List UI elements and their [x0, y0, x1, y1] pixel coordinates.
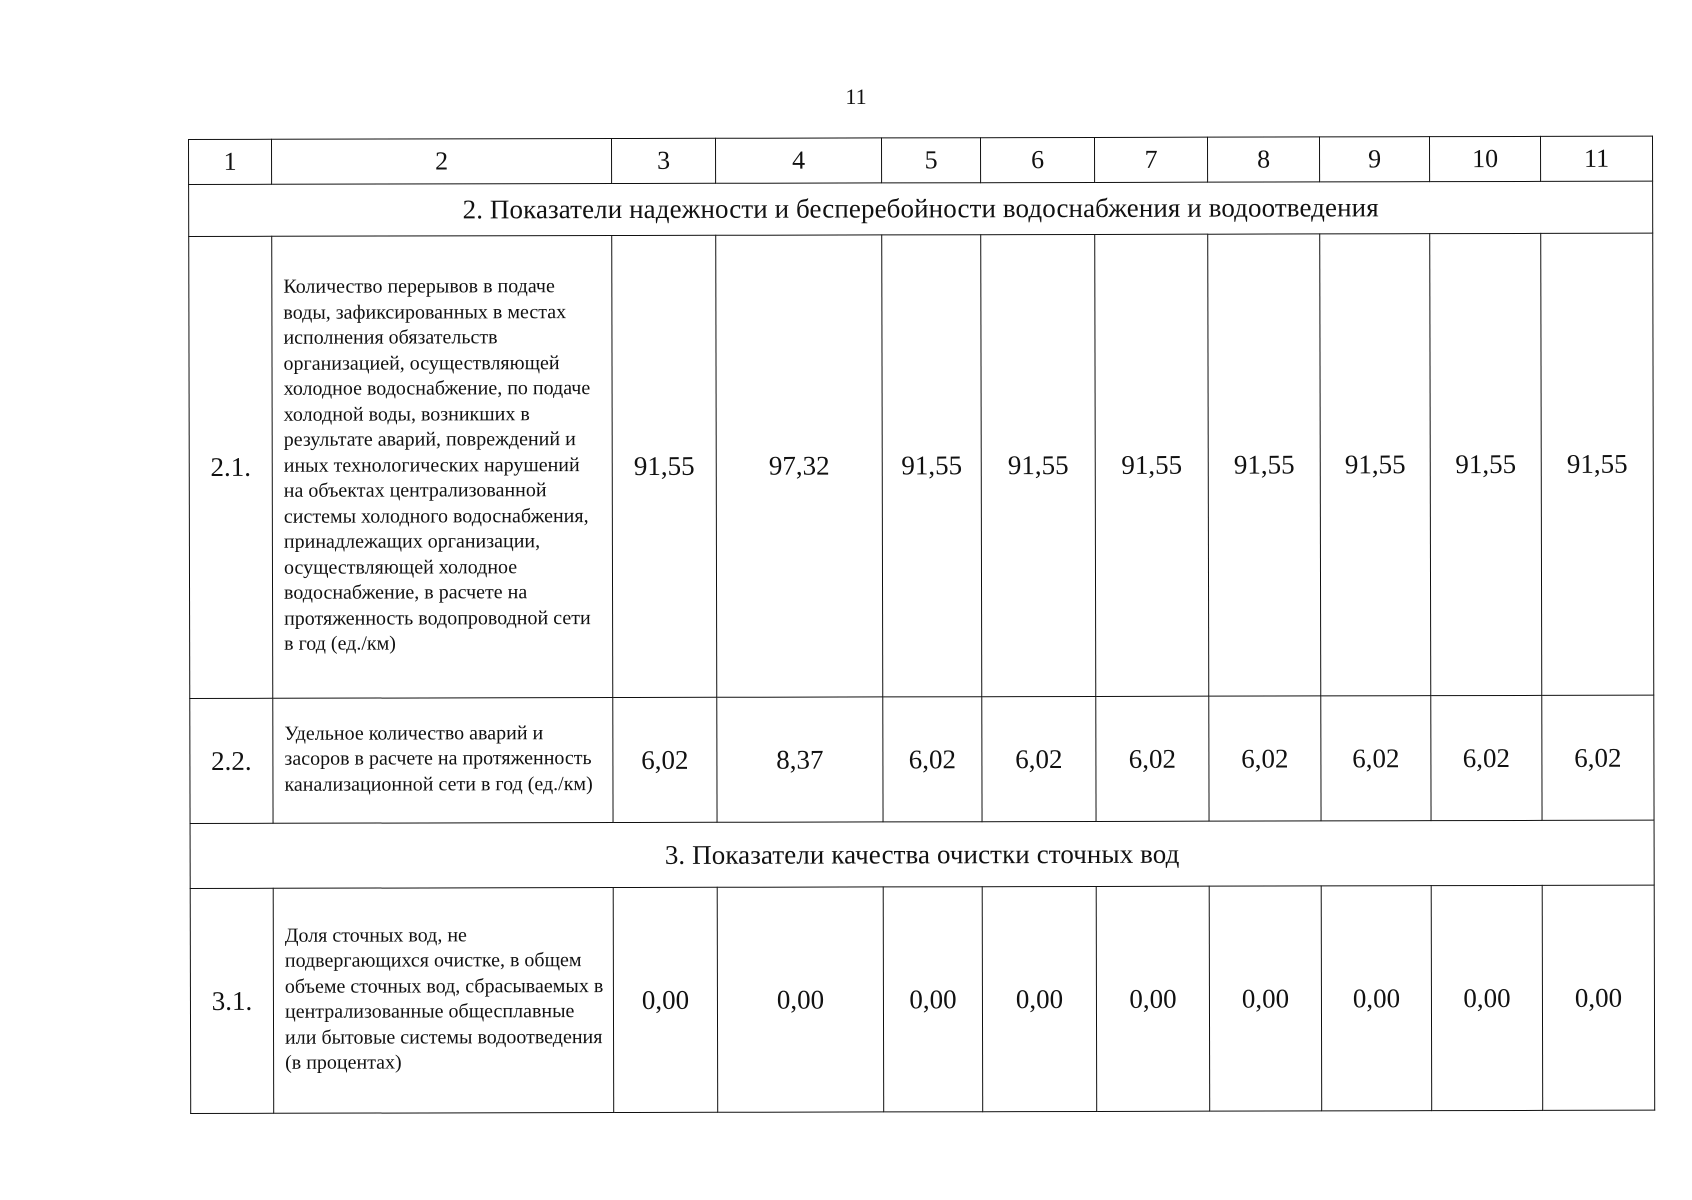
- value-cell: 6,02: [1431, 695, 1542, 820]
- value-cell: 0,00: [1096, 886, 1210, 1111]
- header-cell: 4: [715, 138, 881, 183]
- header-cell: 1: [189, 139, 272, 184]
- header-cell: 3: [612, 138, 716, 183]
- row-number: 3.1.: [190, 888, 274, 1113]
- header-cell: 8: [1207, 137, 1319, 182]
- header-cell: 10: [1429, 136, 1540, 181]
- value-cell: 91,55: [1095, 234, 1209, 696]
- value-cell: 0,00: [1209, 886, 1322, 1111]
- value-cell: 91,55: [1208, 234, 1321, 696]
- header-cell: 6: [980, 137, 1094, 182]
- value-cell: 6,02: [982, 696, 1096, 821]
- value-cell: 6,02: [883, 697, 982, 822]
- section-title: 2. Показатели надежности и бесперебойности водоснабжения и водоотведения: [189, 181, 1653, 236]
- row-description: Удельное количество аварий и засоров в расчете на протяженность канализационной сети в год (ед./км): [273, 698, 613, 824]
- value-cell: 6,02: [1321, 696, 1431, 821]
- value-cell: 91,55: [1430, 233, 1542, 695]
- value-cell: 0,00: [982, 886, 1097, 1111]
- value-cell: 0,00: [1431, 885, 1543, 1110]
- value-cell: 6,02: [1542, 695, 1654, 820]
- section-title: 3. Показатели качества очистки сточных вод: [190, 820, 1654, 888]
- row-description: Доля сточных вод, не подвергающихся очистке, в общем объеме сточных вод, сбрасываемых в централизованные общесплавные или бытовые системы водоотведения (в процентах): [273, 888, 614, 1114]
- table-row: [190, 885, 1655, 1113]
- row-number: 2.2.: [190, 698, 273, 823]
- value-cell: 91,55: [1320, 234, 1431, 696]
- table-row: [189, 233, 1654, 698]
- value-cell: 97,32: [716, 235, 883, 697]
- page-number: 11: [845, 84, 867, 109]
- value-cell: 0,00: [717, 887, 884, 1112]
- value-cell: 0,00: [1321, 886, 1432, 1111]
- section-row: [190, 820, 1654, 888]
- value-cell: 91,55: [1541, 233, 1654, 695]
- value-cell: 8,37: [717, 697, 883, 822]
- value-cell: 6,02: [1209, 696, 1321, 821]
- value-cell: 91,55: [882, 235, 982, 697]
- header-cell: 11: [1540, 136, 1652, 181]
- value-cell: 0,00: [613, 887, 718, 1112]
- value-cell: 0,00: [883, 887, 983, 1112]
- value-cell: 0,00: [1542, 885, 1655, 1110]
- header-cell: 2: [272, 139, 612, 185]
- header-cell: 9: [1319, 137, 1429, 182]
- header-cell: 7: [1094, 137, 1207, 182]
- table-header-row: [189, 136, 1653, 184]
- header-cell: 5: [881, 138, 980, 183]
- row-description: Количество перерывов в подаче воды, зафиксированных в местах исполнения обязательств организацией, осуществляющей холодное водоснабжение, по подаче холодной воды, возникших в результате аварий, повреждений и иных технологических нарушений на объектах централизованной системы холодного водоснабжения, принадлежащих организации, осуществляющей холодное водоснабжение, в расчете на протяженность водопроводной сети в год (ед./км): [272, 236, 613, 699]
- value-cell: 6,02: [613, 697, 717, 822]
- value-cell: 91,55: [981, 234, 1096, 696]
- indicators-table: [188, 136, 1655, 1114]
- table-row: [190, 695, 1654, 823]
- value-cell: 91,55: [612, 235, 717, 697]
- value-cell: 6,02: [1096, 696, 1209, 821]
- row-number: 2.1.: [189, 236, 273, 698]
- section-row: [189, 181, 1653, 236]
